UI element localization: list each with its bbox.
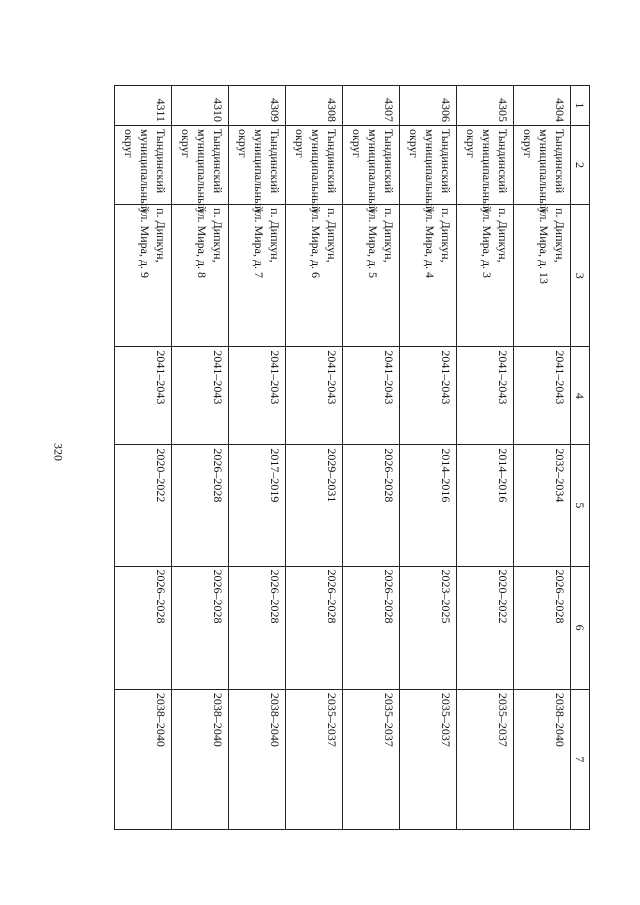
- table-row: [229, 86, 286, 830]
- address-cell: п. Дипкун, ул. Мира, д. 4: [400, 205, 457, 347]
- address-cell: п. Дипкун, ул. Мира, д. 13: [514, 205, 571, 347]
- district-cell: Тындинский муниципальный округ: [400, 126, 457, 205]
- table-row: [286, 86, 343, 830]
- address-cell: п. Дипкун, ул. Мира, д. 3: [457, 205, 514, 347]
- header-cell-6: 6: [571, 566, 590, 689]
- district-cell: Тындинский муниципальный округ: [514, 126, 571, 205]
- row-number-cell: 4307: [343, 86, 400, 126]
- rotated-table-wrapper: [114, 85, 590, 830]
- period-col7-cell: 2038–2040: [115, 689, 172, 829]
- table-row: [514, 86, 571, 830]
- period-col5-cell: 2026–2028: [343, 445, 400, 566]
- header-cell-1: 1: [571, 86, 590, 126]
- period-col6-cell: 2020–2022: [457, 566, 514, 689]
- period-col7-cell: 2038–2040: [514, 689, 571, 829]
- period-col4-cell: 2041–2043: [514, 347, 571, 445]
- period-col7-cell: 2035–2037: [286, 689, 343, 829]
- period-col6-cell: 2026–2028: [115, 566, 172, 689]
- period-col4-cell: 2041–2043: [457, 347, 514, 445]
- header-cell-7: 7: [571, 689, 590, 829]
- table-header-row: [571, 86, 590, 830]
- row-number-cell: 4305: [457, 86, 514, 126]
- period-col7-cell: 2038–2040: [172, 689, 229, 829]
- address-cell: п. Дипкун, ул. Мира, д. 7: [229, 205, 286, 347]
- period-col4-cell: 2041–2043: [286, 347, 343, 445]
- period-col5-cell: 2014–2016: [457, 445, 514, 566]
- row-number-cell: 4306: [400, 86, 457, 126]
- table-row: [400, 86, 457, 830]
- period-col4-cell: 2041–2043: [343, 347, 400, 445]
- row-number-cell: 4311: [115, 86, 172, 126]
- period-col4-cell: 2041–2043: [115, 347, 172, 445]
- table-row: [172, 86, 229, 830]
- district-cell: Тындинский муниципальный округ: [286, 126, 343, 205]
- table-row: [115, 86, 172, 830]
- period-col5-cell: 2020–2022: [115, 445, 172, 566]
- page-number: 320: [51, 443, 66, 461]
- period-col5-cell: 2032–2034: [514, 445, 571, 566]
- header-cell-2: 2: [571, 126, 590, 205]
- period-col6-cell: 2026–2028: [514, 566, 571, 689]
- table-row: [457, 86, 514, 830]
- period-col5-cell: 2014–2016: [400, 445, 457, 566]
- district-cell: Тындинский муниципальный округ: [343, 126, 400, 205]
- housing-schedule-table: [114, 85, 590, 830]
- period-col6-cell: 2026–2028: [172, 566, 229, 689]
- address-cell: п. Дипкун, ул. Мира, д. 9: [115, 205, 172, 347]
- district-cell: Тындинский муниципальный округ: [229, 126, 286, 205]
- period-col7-cell: 2038–2040: [229, 689, 286, 829]
- row-number-cell: 4304: [514, 86, 571, 126]
- address-cell: п. Дипкун, ул. Мира, д. 6: [286, 205, 343, 347]
- address-cell: п. Дипкун, ул. Мира, д. 8: [172, 205, 229, 347]
- address-cell: п. Дипкун, ул. Мира, д. 5: [343, 205, 400, 347]
- district-cell: Тындинский муниципальный округ: [457, 126, 514, 205]
- period-col5-cell: 2029–2031: [286, 445, 343, 566]
- district-cell: Тындинский муниципальный округ: [115, 126, 172, 205]
- period-col5-cell: 2026–2028: [172, 445, 229, 566]
- period-col6-cell: 2026–2028: [286, 566, 343, 689]
- period-col4-cell: 2041–2043: [172, 347, 229, 445]
- row-number-cell: 4308: [286, 86, 343, 126]
- header-cell-4: 4: [571, 347, 590, 445]
- header-cell-3: 3: [571, 205, 590, 347]
- period-col4-cell: 2041–2043: [229, 347, 286, 445]
- period-col7-cell: 2035–2037: [343, 689, 400, 829]
- period-col5-cell: 2017–2019: [229, 445, 286, 566]
- period-col6-cell: 2026–2028: [229, 566, 286, 689]
- table-row: [343, 86, 400, 830]
- period-col4-cell: 2041–2043: [400, 347, 457, 445]
- period-col6-cell: 2026–2028: [343, 566, 400, 689]
- period-col6-cell: 2023–2025: [400, 566, 457, 689]
- row-number-cell: 4309: [229, 86, 286, 126]
- period-col7-cell: 2035–2037: [457, 689, 514, 829]
- district-cell: Тындинский муниципальный округ: [172, 126, 229, 205]
- period-col7-cell: 2035–2037: [400, 689, 457, 829]
- header-cell-5: 5: [571, 445, 590, 566]
- row-number-cell: 4310: [172, 86, 229, 126]
